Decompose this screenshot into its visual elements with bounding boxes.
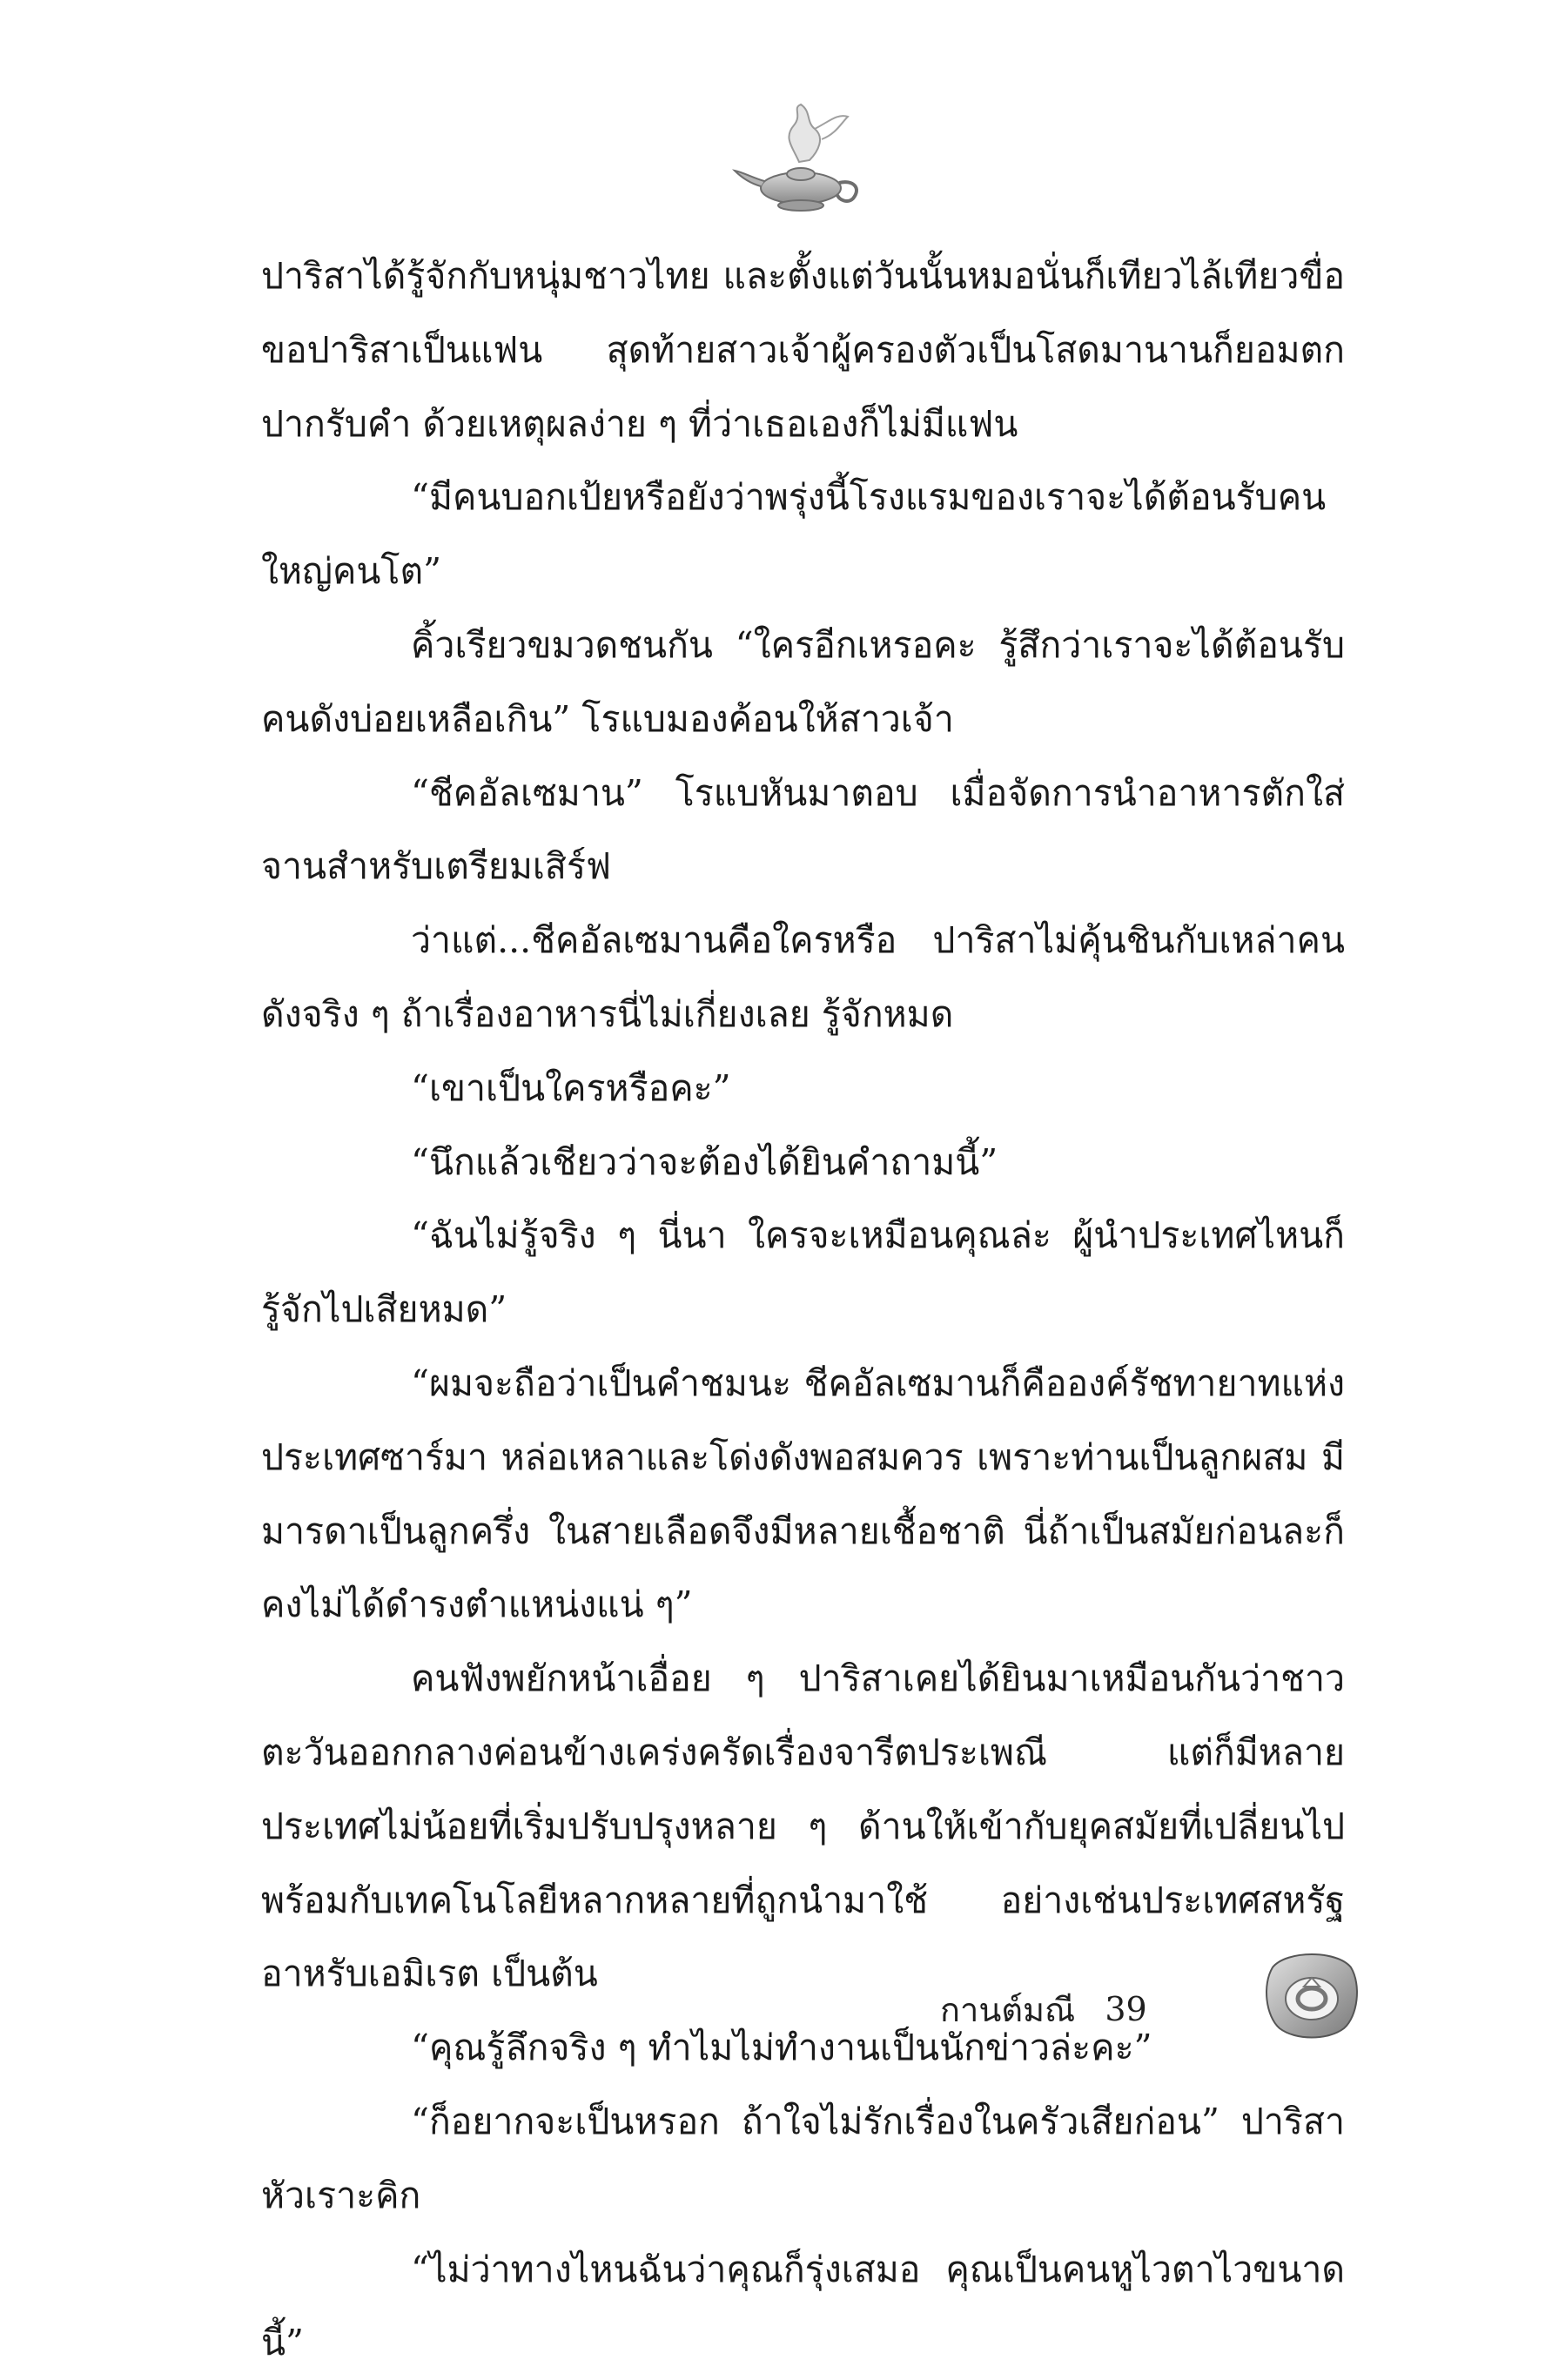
paragraph: “ก็อยากจะเป็นหรอก ถ้าใจไม่รักเรื่องในครัวเสียก่อน” ปาริสาหัวเราะคิก	[261, 2100, 1345, 2216]
paragraph: “เขาเป็นใครหรือคะ”	[411, 1066, 731, 1109]
ring-box-icon	[1260, 1941, 1363, 2044]
page-footer	[940, 1974, 1147, 2044]
paragraph: “คุณรู้ลึกจริง ๆ ทำไมไม่ทำงานเป็นนักข่าวล่ะคะ”	[411, 2027, 1152, 2069]
paragraph: ปาริสาได้รู้จักกับหนุ่มชาวไทย และตั้งแต่วันนั้นหมอนั่นก็เทียวไล้เทียวขื่อขอปาริสาเป็นแฟน สุดท้ายสาวเจ้าผู้ครองตัวเป็นโสดมานานก็ยอมตกปากรับคำ ด้วยเหตุผลง่าย ๆ ที่ว่าเธอเองก็ไม่มีแฟน	[261, 255, 1345, 445]
body-text	[261, 239, 1345, 2380]
paragraph: “ผมจะถือว่าเป็นคำชมนะ ชีคอัลเซมานก็คือองค์รัชทายาทแห่งประเทศซาร์มา หล่อเหลาและโด่งดังพอสมควร เพราะท่านเป็นลูกผสม มีมารดาเป็นลูกครึ่ง ในสายเลือดจึงมีหลายเชื้อชาติ นี่ถ้าเป็นสมัยก่อนละก็ คงไม่ได้ดำรงตำแหน่งแน่ ๆ”	[261, 1361, 1345, 1626]
book-title: กานต์มณี	[940, 1990, 1076, 2029]
paragraph: คิ้วเรียวขมวดชนกัน “ใครอีกเหรอคะ รู้สึกว่าเราจะได้ต้อนรับคนดังบ่อยเหลือเกิน” โรแบมองค้อนให้สาวเจ้า	[261, 623, 1345, 740]
paragraph: “ฉันไม่รู้จริง ๆ นี่นา ใครจะเหมือนคุณล่ะ ผู้นำประเทศไหนก็รู้จักไปเสียหมด”	[261, 1214, 1345, 1331]
paragraph: “ไม่ว่าทางไหนฉันว่าคุณก็รุ่งเสมอ คุณเป็นคนหูไวตาไวขนาดนี้”	[261, 2248, 1345, 2364]
paragraph: “มีคนบอกเป้ยหรือยังว่าพรุ่งนี้โรงแรมของเราจะได้ต้อนรับคนใหญ่คนโต”	[261, 476, 1327, 593]
genie-lamp-icon	[731, 103, 870, 220]
paragraph: ว่าแต่...ชีคอัลเซมานคือใครหรือ ปาริสาไม่คุ้นชินกับเหล่าคนดังจริง ๆ ถ้าเรื่องอาหารนี่ไม่เกี่ยงเลย รู้จักหมด	[261, 919, 1345, 1035]
paragraph: คนฟังพยักหน้าเอื่อย ๆ ปาริสาเคยได้ยินมาเหมือนกันว่าชาวตะวันออกกลางค่อนข้างเคร่งครัดเรื่องจารีตประเพณี แต่ก็มีหลายประเทศไม่น้อยที่เริ่มปรับปรุงหลาย ๆ ด้านให้เข้ากับยุคสมัยที่เปลี่ยนไปพร้อมกับเทคโนโลยีหลากหลายที่ถูกนำมาใช้ อย่างเช่นประเทศสหรัฐอาหรับเอมิเรต เป็นต้น	[261, 1657, 1345, 1995]
paragraph: “นึกแล้วเชียวว่าจะต้องได้ยินคำถามนี้”	[411, 1140, 998, 1183]
page-number: 39	[1105, 1990, 1147, 2028]
paragraph: “ชีคอัลเซมาน” โรแบหันมาตอบ เมื่อจัดการนำอาหารตักใส่จานสำหรับเตรียมเสิร์ฟ	[261, 771, 1345, 888]
